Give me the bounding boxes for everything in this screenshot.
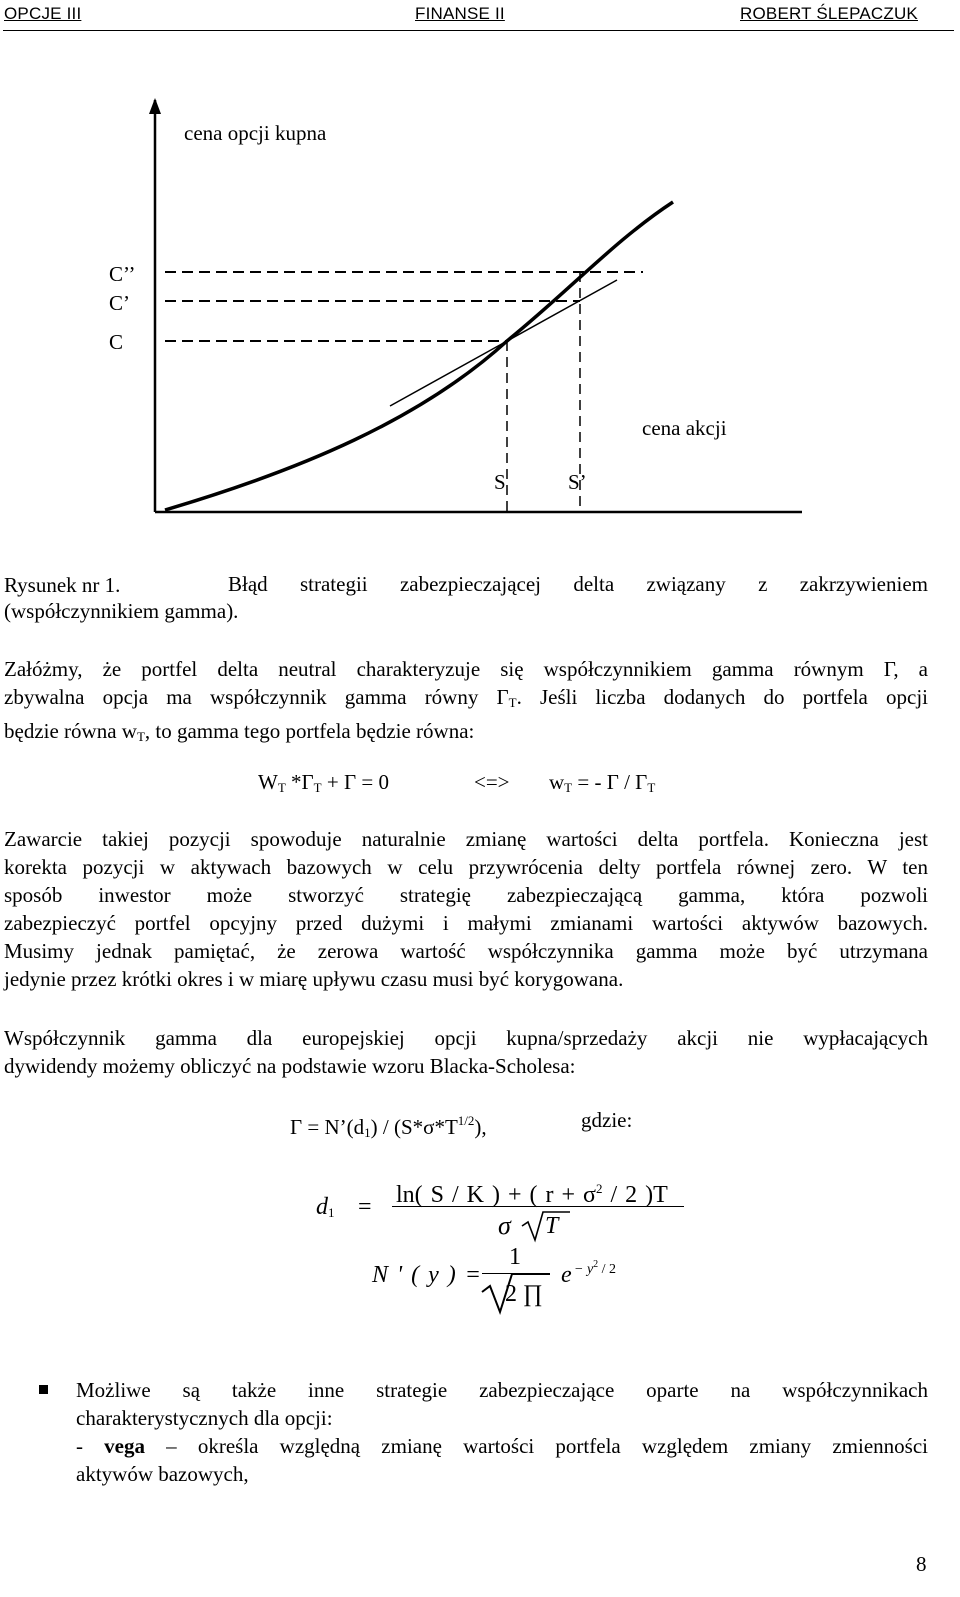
- gamma-figure: [0, 0, 960, 600]
- p2-line5: Musimy jednak pamiętać, że zerowa wartość współczynnika gamma może być utrzymana: [4, 939, 928, 963]
- paragraph-black-scholes: [4, 1024, 928, 1080]
- p1-line1: Załóżmy, że portfel delta neutral charakteryzuje się współczynnikiem gamma równym Γ, a: [4, 657, 928, 681]
- eq1-w2: w: [549, 770, 565, 794]
- equation-wt: [549, 770, 655, 800]
- bullet-text: [76, 1376, 928, 1488]
- d1-fraction-bar: [392, 1206, 684, 1207]
- paragraph-gamma-intro: [4, 655, 928, 751]
- p1-l2-sub: T: [508, 695, 517, 710]
- eq1-sub4: T: [647, 780, 656, 795]
- eq1-rest: + Γ = 0: [321, 770, 389, 794]
- d1-den-sigma: σ: [498, 1211, 511, 1240]
- p2-line4: zabezpieczyć portfel opcyjny przed dużymi i małymi zmianami wartości aktywów bazowych.: [4, 911, 928, 935]
- npdf-exp-tail: / 2: [598, 1262, 617, 1277]
- vega-dash: -: [76, 1434, 105, 1458]
- equation-iff: <=>: [474, 770, 510, 794]
- d1-lhs: [316, 1195, 335, 1225]
- p1-line2: [4, 683, 928, 717]
- bullet-line3: [76, 1432, 928, 1460]
- caption-text: [228, 570, 928, 598]
- npdf-denominator: 2 ∏: [505, 1281, 543, 1307]
- p2-line2: korekta pozycji w aktywach bazowych w celu przywrócenia delty portfela równej zero. W ten: [4, 855, 928, 879]
- npdf-exponent: [574, 1252, 616, 1282]
- npdf-fraction-bar: [482, 1273, 550, 1274]
- vega-definition: – określa względną zmianę wartości portfela względem zmiany zmienności: [145, 1434, 928, 1458]
- eq1-mid: *Γ: [285, 770, 314, 794]
- p1-l3a: będzie równa w: [4, 719, 137, 743]
- header-left: OPCJE III: [4, 4, 82, 23]
- eq1-rhs: = - Γ / Γ: [572, 770, 648, 794]
- eq2-sup: 1/2: [457, 1113, 475, 1128]
- equation-gamma-formula: [290, 1108, 487, 1145]
- p2-line6: jedynie przez krótki okres i w miarę upływu czasu musi być korygowana.: [4, 967, 624, 991]
- p1-line3: [4, 717, 928, 751]
- label-s: S: [494, 470, 506, 494]
- p3-line2: dywidendy możemy obliczyć na podstawie wzoru Blacka-Scholesa:: [4, 1054, 576, 1078]
- d1-numerator: [396, 1176, 668, 1208]
- p1-l3b: , to gamma tego portfela będzie równa:: [144, 719, 475, 743]
- vega-term: vega: [104, 1434, 145, 1458]
- d1-num-sup: 2: [596, 1181, 603, 1196]
- eq1-sub3: T: [564, 780, 573, 795]
- p2-line1: Zawarcie takiej pozycji spowoduje naturalnie zmianę wartości delta portfela. Konieczna jest: [4, 827, 928, 851]
- p3-line1: Współczynnik gamma dla europejskiej opcji kupna/sprzedaży akcji nie wypłacających: [4, 1026, 928, 1050]
- x-axis-label: cena akcji: [642, 416, 727, 440]
- label-c: C: [109, 330, 124, 354]
- bullet-line1: Możliwe są także inne strategie zabezpieczające oparte na współczynnikach: [76, 1378, 928, 1402]
- bullet-square-icon: [39, 1385, 48, 1394]
- npdf-exp-sup: 2: [593, 1259, 599, 1270]
- header-right: ROBERT ŚLEPACZUK: [740, 4, 918, 23]
- equation-gamma-neutral: [258, 770, 389, 800]
- bullet-line2: charakterystycznych dla opcji:: [76, 1406, 333, 1430]
- d1-sub: 1: [328, 1205, 335, 1220]
- caption-line1: Błąd strategii zabezpieczającej delta związany z zakrzywieniem: [228, 572, 928, 596]
- eq1-w: W: [258, 770, 278, 794]
- p1-l2a: zbywalna opcja ma współczynnik gamma równy Γ: [4, 685, 509, 709]
- paragraph-rebalancing: [4, 825, 928, 993]
- label-c-double-prime: C’’: [109, 262, 136, 286]
- npdf-exp: − y: [574, 1262, 594, 1277]
- eq2-a: Γ = N’(d: [290, 1115, 365, 1139]
- npdf-e: e: [561, 1262, 572, 1288]
- caption-label: Rysunek nr 1.: [4, 573, 121, 597]
- p1-l2b: . Jeśli liczba dodanych do portfela opcji: [516, 685, 928, 709]
- eq2-c: ),: [474, 1115, 487, 1139]
- eq1-sub1: T: [277, 780, 286, 795]
- p1-l3-sub: T: [136, 729, 145, 744]
- eq2-sub: 1: [364, 1125, 371, 1140]
- y-axis-arrow: [149, 98, 161, 114]
- p2-line3: sposób inwestor może stworzyć strategię zabezpieczającą gamma, która pozwoli: [4, 883, 928, 907]
- gdzie-label: gdzie:: [581, 1108, 633, 1132]
- npdf-numerator: 1: [509, 1244, 521, 1270]
- eq1-sub2: T: [313, 780, 322, 795]
- d1-num-tail: / 2 )T: [602, 1182, 668, 1208]
- eq2-b: ) / (S*σ*T: [370, 1115, 458, 1139]
- option-price-curve: [165, 202, 673, 510]
- d1-d: d: [316, 1194, 328, 1220]
- caption-line2: (współczynnikiem gamma).: [4, 599, 239, 623]
- bullet-line4: aktywów bazowych,: [76, 1462, 249, 1486]
- d1-equals: =: [358, 1194, 372, 1220]
- page-number: 8: [916, 1552, 927, 1576]
- header-center: FINANSE II: [415, 4, 505, 23]
- y-axis-label: cena opcji kupna: [184, 121, 327, 145]
- d1-den-t: T: [545, 1213, 559, 1239]
- label-s-prime: S’: [568, 470, 587, 494]
- label-c-prime: C’: [109, 291, 130, 315]
- d1-num: ln( S / K ) + ( r + σ: [396, 1182, 596, 1208]
- npdf-lhs: N ' ( y ) =: [372, 1262, 481, 1288]
